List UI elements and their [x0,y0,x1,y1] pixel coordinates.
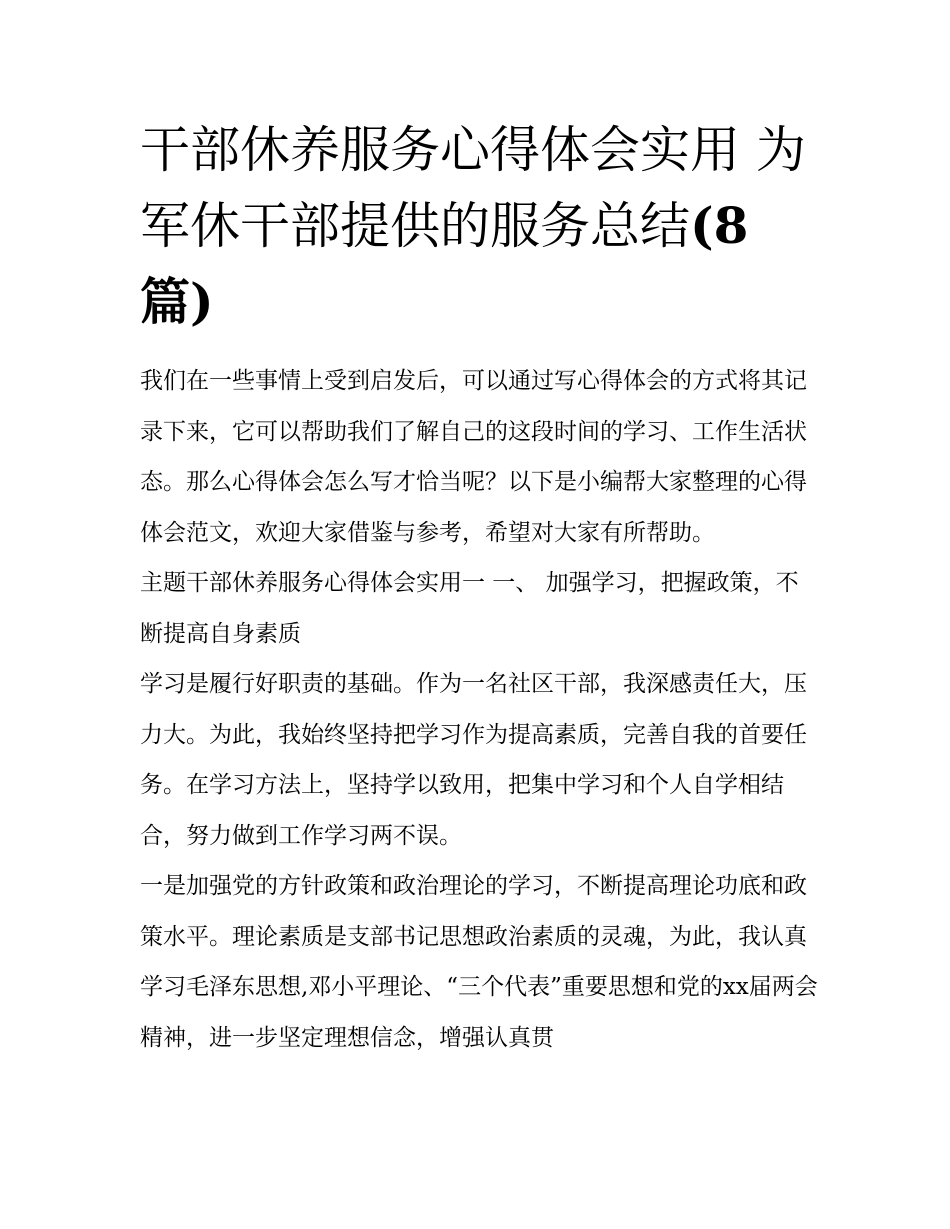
document-title [140,112,830,340]
title-count-open: (8 [690,196,749,255]
title-text: 干部休养服务心得体会实用 为军休干部提供的服务总结 [140,121,806,255]
body-paragraph: 学习是履行好职责的基础。作为一名社区干部，我深感责任大，压力大。为此，我始终坚持把学习作为提高素质，完善自我的首要任务。在学习方法上，坚持学以致用，把集中学习和个人自学相结合，努力做到工作学习两不误。 [140,671,807,849]
intro-paragraph: 我们在一些事情上受到启发后，可以通过写心得体会的方式将其记录下来，它可以帮助我们了解自己的这段时间的学习、工作生活状态。那么心得体会怎么写才恰当呢？以下是小编帮大家整理的心得体会范文，欢迎大家借鉴与参考，希望对大家有所帮助。 [140,368,807,546]
body-paragraph: 一是加强党的方针政策和政治理论的学习，不断提高理论功底和政策水平。理论素质是支部书记思想政治素质的灵魂，为此，我认真学习毛泽东思想,邓小平理论、“三个代表”重要思想和党的xx届两会精神，进一步坚定理想信念，增强认真贯 [140,873,818,1051]
title-count-close: 篇) [140,272,214,331]
section-heading: 主题干部休养服务心得体会实用一 一、 加强学习，把握政策，不断提高自身素质 [140,570,799,647]
document-body [140,356,820,1063]
